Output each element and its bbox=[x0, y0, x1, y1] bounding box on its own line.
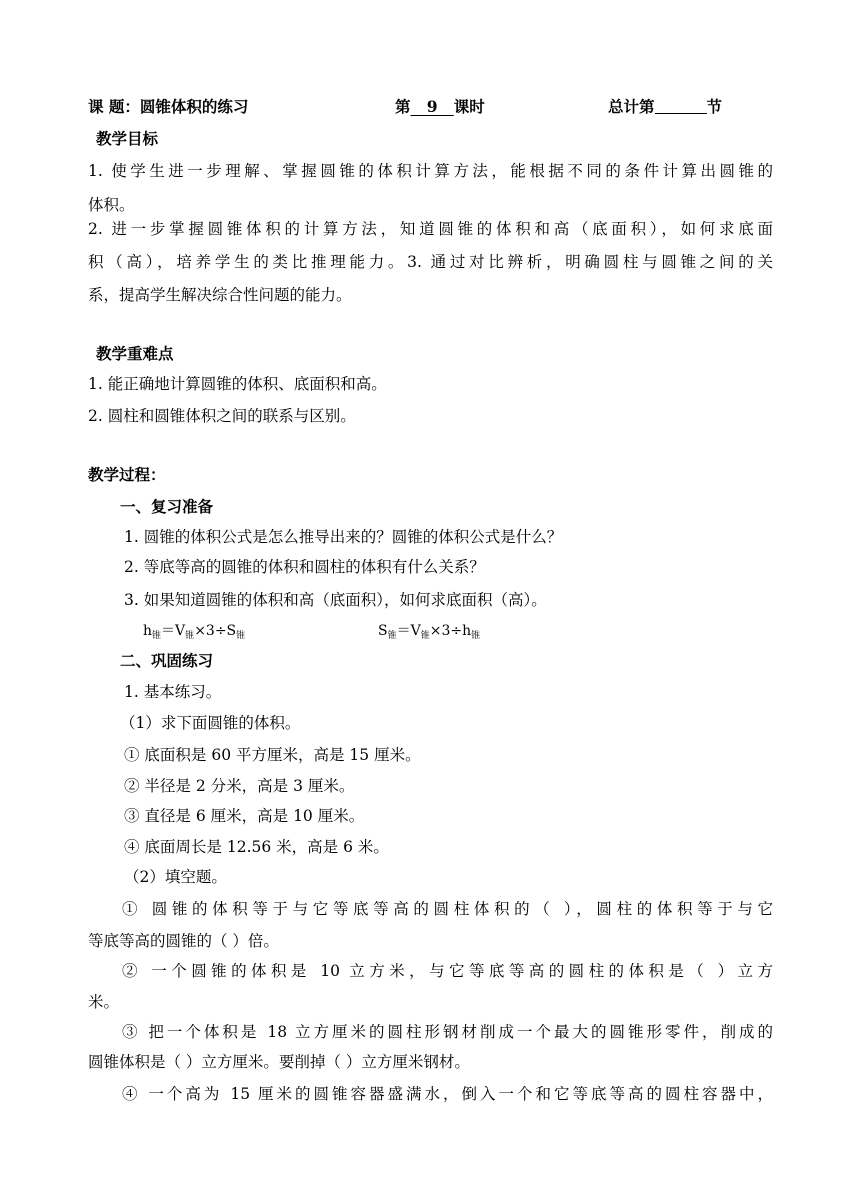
lesson-suffix: 课时 bbox=[453, 97, 485, 116]
part1-item: ③ 直径是 6 厘米，高是 10 厘米。 bbox=[124, 807, 365, 825]
formula-height bbox=[143, 620, 245, 647]
fill-question-2-line-2: 米。 bbox=[88, 993, 120, 1011]
part1-item: ① 底面积是 60 平方厘米，高是 15 厘米。 bbox=[124, 746, 421, 764]
formula-s-sub: 锥 bbox=[387, 631, 397, 641]
formula-s-sub: 锥 bbox=[236, 631, 246, 641]
formula-h-sub: 锥 bbox=[152, 631, 162, 641]
fill-question-3-line-2: 圆锥体积是（ ）立方厘米。要削掉（ ）立方厘米钢材。 bbox=[88, 1053, 470, 1071]
key-point-1: 1. 能正确地计算圆锥的体积、底面积和高。 bbox=[88, 375, 387, 393]
formula-rest: ×3÷h bbox=[429, 623, 472, 639]
formula-s-symbol: S bbox=[378, 623, 388, 639]
process-heading: 教学过程： bbox=[88, 465, 166, 484]
total-count-field bbox=[608, 96, 722, 118]
objective-1-line-1: 1. 使学生进一步理解、掌握圆锥的体积计算方法，能根据不同的条件计算出圆锥的 bbox=[88, 162, 773, 180]
fill-question-2-line-1: ② 一个圆锥的体积是 10 立方米，与它等底等高的圆柱的体积是（ ）立方 bbox=[122, 962, 773, 980]
total-prefix: 总计第 bbox=[608, 97, 655, 116]
objectives-heading: 教学目标 bbox=[96, 129, 159, 148]
review-question-3: 3. 如果知道圆锥的体积和高（底面积），如何求底面积（高）。 bbox=[124, 591, 547, 609]
objective-1-line-2: 体积。 bbox=[88, 196, 135, 214]
total-count-blank bbox=[655, 97, 707, 114]
section-review-heading: 一、复习准备 bbox=[120, 497, 214, 516]
formula-v-sub: 锥 bbox=[420, 631, 430, 641]
fill-question-1-line-1: ① 圆锥的体积等于与它等底等高的圆柱体积的（ ），圆柱的体积等于与它 bbox=[122, 900, 773, 918]
formula-rest: ×3÷S bbox=[194, 623, 237, 639]
lesson-number bbox=[411, 97, 454, 116]
key-points-heading: 教学重难点 bbox=[96, 344, 174, 363]
fill-question-4-line-1: ④ 一个高为 15 厘米的圆锥容器盛满水，倒入一个和它等底等高的圆柱容器中， bbox=[122, 1085, 773, 1103]
part2-title: （2）填空题。 bbox=[124, 868, 227, 886]
fill-question-1-line-2: 等底等高的圆锥的（ ）倍。 bbox=[88, 932, 279, 950]
review-question-1: 1. 圆锥的体积公式是怎么推导出来的？圆锥的体积公式是什么？ bbox=[124, 528, 563, 546]
part1-item: ② 半径是 2 分米，高是 3 厘米。 bbox=[124, 777, 355, 795]
lesson-prefix: 第 bbox=[395, 97, 411, 116]
objective-2-line-3: 系，提高学生解决综合性问题的能力。 bbox=[88, 286, 352, 304]
objective-2-line-2: 积（高），培养学生的类比推理能力。3. 通过对比辨析，明确圆柱与圆锥之间的关 bbox=[88, 253, 773, 271]
section-practice-heading: 二、巩固练习 bbox=[120, 651, 214, 670]
lesson-number-field bbox=[395, 96, 485, 118]
formula-base-area bbox=[378, 620, 480, 647]
part1-title: （1）求下面圆锥的体积。 bbox=[120, 714, 301, 732]
formula-h-sub: 锥 bbox=[471, 631, 481, 641]
fill-question-3-line-1: ③ 把一个体积是 18 立方厘米的圆柱形钢材削成一个最大的圆锥形零件，削成的 bbox=[122, 1023, 773, 1041]
formula-eq-v: ＝V bbox=[161, 623, 186, 639]
basic-practice-label: 1. 基本练习。 bbox=[124, 683, 222, 701]
topic-title bbox=[88, 96, 248, 118]
topic-label: 课 题：圆锥体积的练习 bbox=[88, 97, 249, 116]
formula-eq-v: ＝V bbox=[396, 623, 421, 639]
part1-item: ④ 底面周长是 12.56 米，高是 6 米。 bbox=[124, 838, 389, 856]
formula-v-sub: 锥 bbox=[185, 631, 195, 641]
objective-2-line-1: 2. 进一步掌握圆锥体积的计算方法，知道圆锥的体积和高（底面积），如何求底面 bbox=[88, 220, 773, 238]
key-point-2: 2. 圆柱和圆锥体积之间的联系与区别。 bbox=[88, 407, 356, 425]
total-suffix: 节 bbox=[706, 97, 723, 116]
formula-h-symbol: h bbox=[143, 623, 153, 639]
review-question-2: 2. 等底等高的圆锥的体积和圆柱的体积有什么关系？ bbox=[124, 558, 485, 576]
lesson-number-value: 9 bbox=[426, 97, 438, 116]
